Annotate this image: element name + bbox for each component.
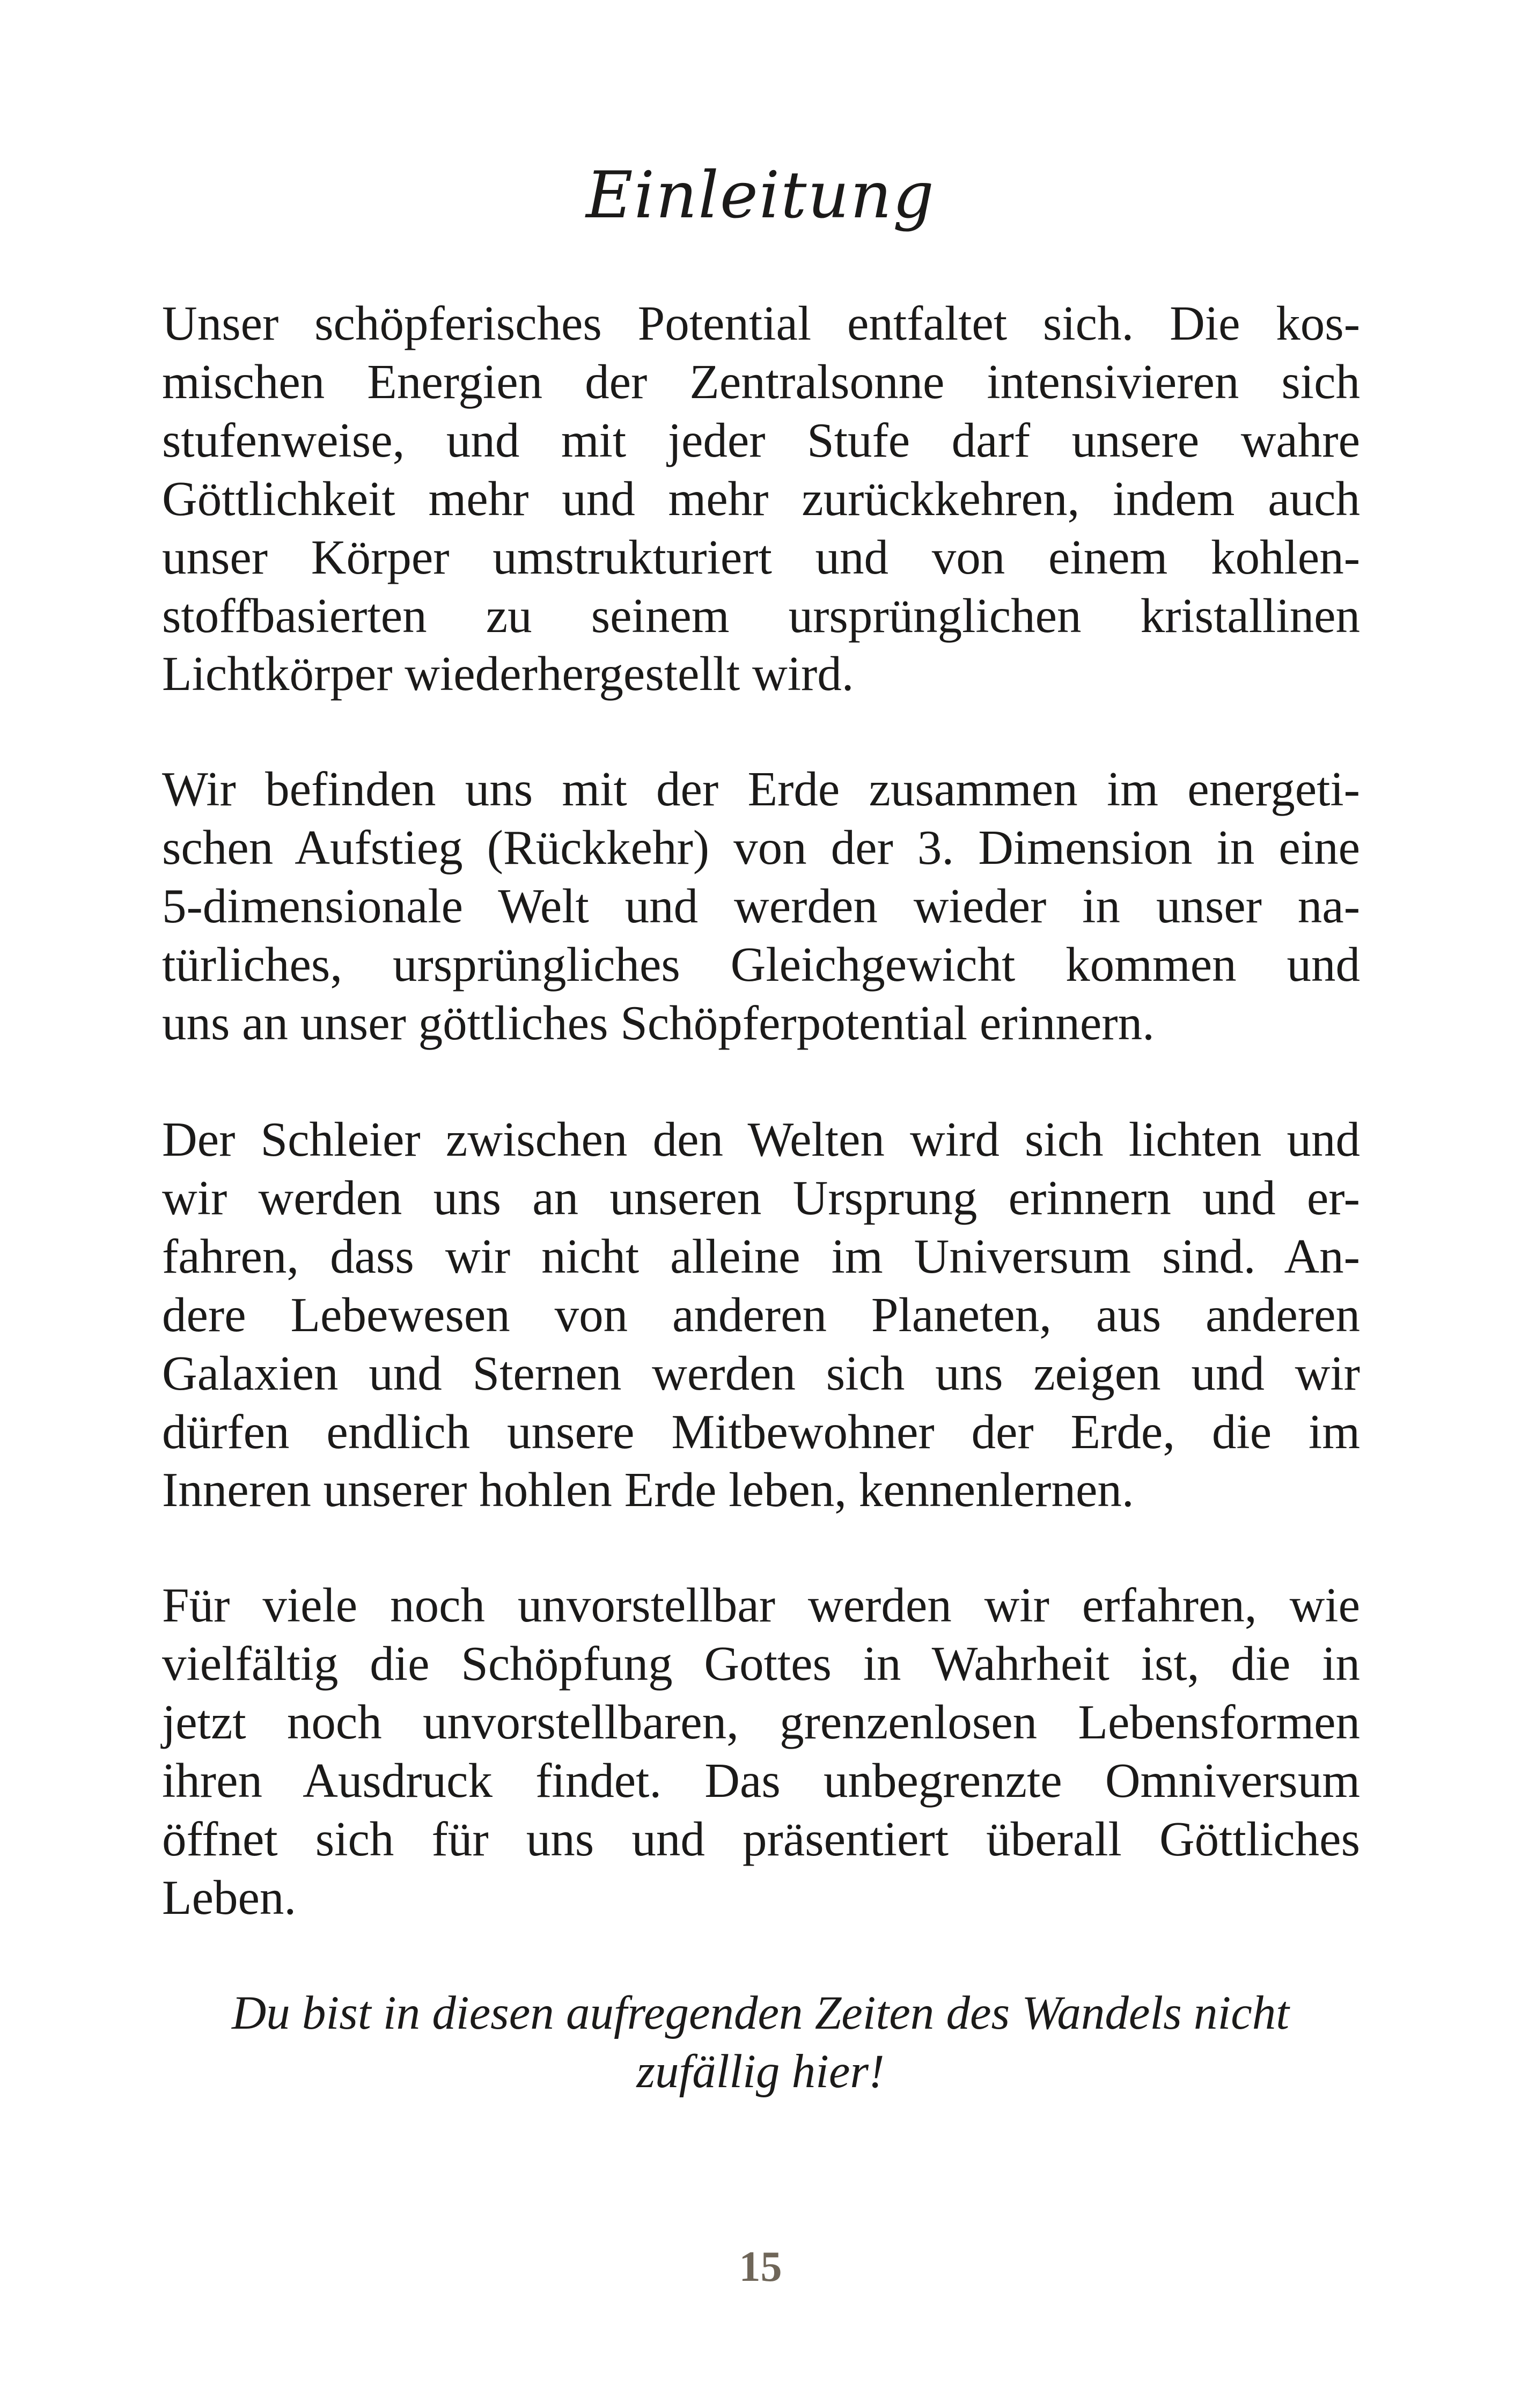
text-line: unser Körper umstrukturiert und von einem kohlen-: [162, 530, 1360, 584]
text-line: jetzt noch unvorstellbaren, grenzenlosen Lebensformen: [162, 1694, 1360, 1749]
text-line: stoffbasierten zu seinem ursprünglichen kristallinen: [162, 588, 1360, 643]
text-line: Wir befinden uns mit der Erde zusammen im energeti-: [162, 762, 1360, 816]
text-line: vielfältig die Schöpfung Gottes in Wahrheit ist, die in: [162, 1636, 1360, 1691]
text-line: Der Schleier zwischen den Welten wird sich lichten und: [162, 1112, 1360, 1166]
text-line: Unser schöpferisches Potential entfaltet sich. Die kos-: [162, 296, 1360, 350]
text-line: uns an unser göttliches Schöpferpotential erinnern.: [162, 995, 1155, 1050]
closing-quote: [0, 1984, 1521, 2101]
text-line: stufenweise, und mit jeder Stufe darf unsere wahre: [162, 413, 1360, 467]
text-line: dere Lebewesen von anderen Planeten, aus anderen: [162, 1287, 1360, 1342]
text-line: türliches, ursprüngliches Gleichgewicht kommen und: [162, 937, 1360, 992]
text-line: schen Aufstieg (Rückkehr) von der 3. Dimension in eine: [162, 820, 1360, 875]
text-line: ihren Ausdruck findet. Das unbegrenzte Omniversum: [162, 1753, 1360, 1808]
text-line: wir werden uns an unseren Ursprung erinnern und er-: [162, 1170, 1360, 1225]
text-line: Leben.: [162, 1870, 297, 1925]
text-line: Inneren unserer hohlen Erde leben, kennenlernen.: [162, 1463, 1134, 1517]
text-line: öffnet sich für uns und präsentiert überall Göttliches: [162, 1811, 1360, 1866]
text-line: dürfen endlich unsere Mitbewohner der Erde, die im: [162, 1404, 1360, 1459]
text-line: 5-dimensionale Welt und werden wieder in unser na-: [162, 878, 1360, 933]
text-line: Für viele noch unvorstellbar werden wir erfahren, wie: [162, 1578, 1360, 1632]
page-number: 15: [739, 2243, 782, 2290]
closing-line-1: Du bist in diesen aufregenden Zeiten des Wandels nicht: [232, 1987, 1289, 2039]
chapter-title: Einleitung: [586, 158, 935, 233]
closing-line-2: zufällig hier!: [636, 2045, 885, 2098]
text-line: mischen Energien der Zentralsonne intensivieren sich: [162, 354, 1360, 409]
text-line: Galaxien und Sternen werden sich uns zeigen und wir: [162, 1346, 1360, 1400]
text-line: Lichtkörper wiederhergestellt wird.: [162, 647, 854, 701]
text-line: Göttlichkeit mehr und mehr zurückkehren, indem auch: [162, 471, 1360, 526]
text-line: fahren, dass wir nicht alleine im Universum sind. An-: [162, 1229, 1360, 1283]
